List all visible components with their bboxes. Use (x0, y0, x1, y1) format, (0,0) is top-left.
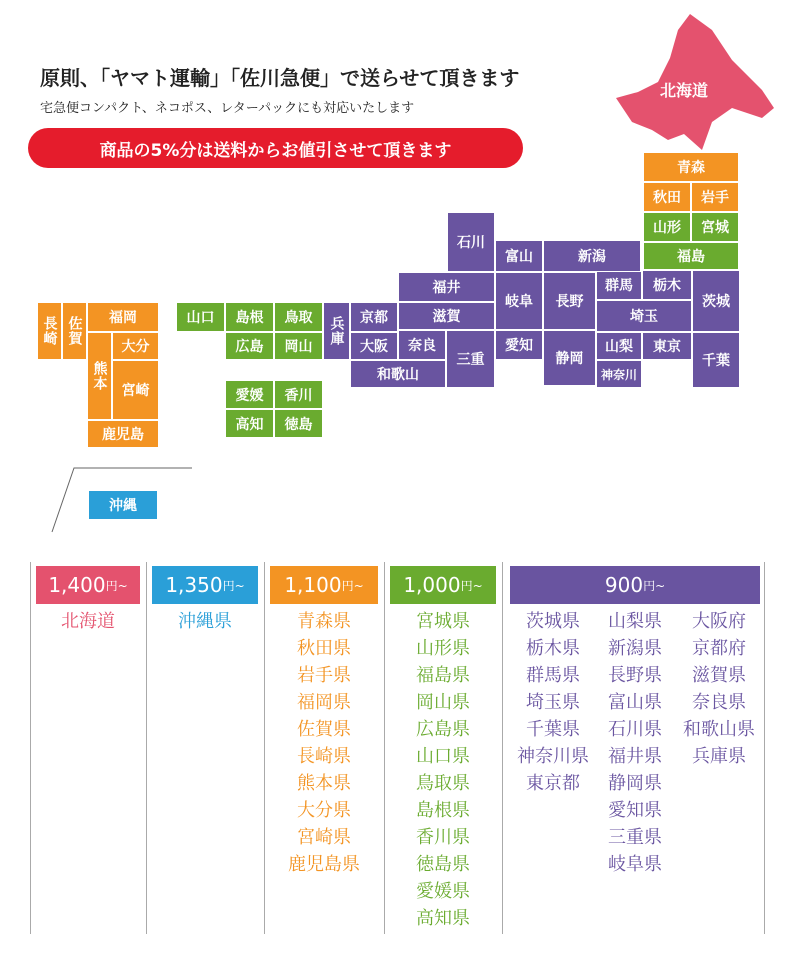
pref-niigata: 新潟 (543, 240, 641, 272)
list-item: 愛知県 (608, 800, 662, 821)
list-item: 東京都 (526, 773, 580, 794)
pref-nagasaki: 長崎 (37, 302, 62, 360)
pref-kumamoto: 熊本 (87, 332, 112, 420)
hokkaido-label: 北海道 (660, 81, 709, 100)
price-header-orange (270, 566, 378, 604)
pref-kagoshima: 鹿児島 (87, 420, 159, 448)
page-subtitle: 宅急便コンパクト、ネコポス、レターパックにも対応いたします (40, 101, 415, 116)
list-item: 神奈川県 (517, 746, 589, 767)
pref-nagano: 長野 (543, 272, 596, 330)
price-value: 1,000 (403, 573, 461, 597)
pref-ishikawa: 石川 (447, 212, 495, 272)
list-item: 熊本県 (297, 773, 351, 794)
price-value: 1,350 (165, 573, 223, 597)
pref-saga: 佐賀 (62, 302, 87, 360)
pref-saitama: 埼玉 (596, 300, 692, 332)
pref-nara: 奈良 (398, 330, 446, 360)
list-item: 青森県 (297, 611, 351, 632)
price-value: 900 (604, 573, 644, 597)
pref-aichi: 愛知 (495, 330, 543, 360)
pref-toyama: 富山 (495, 240, 543, 272)
pref-kanagawa: 神奈川 (596, 360, 642, 388)
pref-ehime: 愛媛 (225, 380, 274, 409)
pref-ibaraki: 茨城 (692, 270, 740, 332)
pref-gunma: 群馬 (596, 270, 642, 300)
price-value: 1,100 (284, 573, 342, 597)
list-item: 佐賀県 (297, 719, 351, 740)
price-header-hokkaido (36, 566, 140, 604)
pref-miyazaki: 宮崎 (112, 360, 159, 420)
list-item: 宮城県 (416, 611, 470, 632)
pref-oita: 大分 (112, 332, 159, 360)
list-item: 長野県 (608, 665, 662, 686)
pref-list-purple-2 (594, 608, 676, 878)
pref-osaka: 大阪 (350, 332, 398, 360)
list-item: 山梨県 (608, 611, 662, 632)
pref-okayama: 岡山 (274, 332, 323, 360)
pref-list-green (390, 608, 496, 932)
list-item: 茨城県 (526, 611, 580, 632)
list-item: 鳥取県 (416, 773, 470, 794)
pref-miyagi: 宮城 (691, 212, 739, 242)
column-divider (264, 562, 265, 934)
pref-wakayama: 和歌山 (350, 360, 446, 388)
pref-mie: 三重 (446, 330, 495, 388)
list-item: 大分県 (297, 800, 351, 821)
list-item: 秋田県 (297, 638, 351, 659)
pref-kagawa: 香川 (274, 380, 323, 409)
pref-hiroshima: 広島 (225, 332, 274, 360)
pref-shiga: 滋賀 (398, 302, 495, 330)
pref-fukuoka: 福岡 (87, 302, 159, 332)
pref-fukui: 福井 (398, 272, 495, 302)
list-item: 沖縄県 (178, 611, 232, 632)
list-item: 山形県 (416, 638, 470, 659)
list-item: 高知県 (416, 908, 470, 929)
price-unit: 円~ (222, 578, 245, 593)
pref-tochigi: 栃木 (642, 270, 692, 300)
list-item: 兵庫県 (692, 746, 746, 767)
price-header-okinawa (152, 566, 258, 604)
column-divider (30, 562, 31, 934)
pref-tottori: 鳥取 (274, 302, 323, 332)
list-item: 群馬県 (526, 665, 580, 686)
list-item: 京都府 (692, 638, 746, 659)
column-divider (146, 562, 147, 934)
list-item: 滋賀県 (692, 665, 746, 686)
list-item: 富山県 (608, 692, 662, 713)
pref-fukushima: 福島 (643, 242, 739, 270)
column-divider (502, 562, 503, 934)
pref-gifu: 岐阜 (495, 272, 543, 330)
pref-list-hokkaido (36, 608, 140, 635)
list-item: 埼玉県 (526, 692, 580, 713)
list-item: 大阪府 (692, 611, 746, 632)
pref-hyogo: 兵庫 (323, 302, 350, 360)
list-item: 岩手県 (297, 665, 351, 686)
list-item: 香川県 (416, 827, 470, 848)
pref-okinawa: 沖縄 (88, 490, 158, 520)
price-unit: 円~ (105, 578, 128, 593)
list-item: 福井県 (608, 746, 662, 767)
list-item: 奈良県 (692, 692, 746, 713)
list-item: 広島県 (416, 719, 470, 740)
pref-list-okinawa (152, 608, 258, 635)
pref-list-purple-1 (512, 608, 594, 797)
column-divider (764, 562, 765, 934)
pref-akita: 秋田 (643, 182, 691, 212)
price-unit: 円~ (460, 578, 483, 593)
list-item: 千葉県 (526, 719, 580, 740)
pref-tokyo: 東京 (642, 332, 692, 360)
list-item: 福岡県 (297, 692, 351, 713)
pref-shizuoka: 静岡 (543, 330, 596, 386)
column-divider (384, 562, 385, 934)
pref-list-purple-3 (676, 608, 762, 770)
pref-kochi: 高知 (225, 409, 274, 438)
list-item: 山口県 (416, 746, 470, 767)
list-item: 栃木県 (526, 638, 580, 659)
pref-yamanashi: 山梨 (596, 332, 642, 360)
list-item: 和歌山県 (683, 719, 755, 740)
list-item: 宮崎県 (297, 827, 351, 848)
list-item: 愛媛県 (416, 881, 470, 902)
pref-iwate: 岩手 (691, 182, 739, 212)
pref-aomori: 青森 (643, 152, 739, 182)
list-item: 三重県 (608, 827, 662, 848)
list-item: 鹿児島県 (288, 854, 360, 875)
list-item: 石川県 (608, 719, 662, 740)
pref-chiba: 千葉 (692, 332, 740, 388)
list-item: 新潟県 (608, 638, 662, 659)
price-header-purple (510, 566, 760, 604)
pref-list-orange (270, 608, 378, 878)
page-title: 原則、「ヤマト運輸」「佐川急便」で送らせて頂きます (40, 66, 520, 90)
list-item: 福島県 (416, 665, 470, 686)
price-unit: 円~ (643, 578, 666, 593)
list-item: 静岡県 (608, 773, 662, 794)
pref-shimane: 島根 (225, 302, 274, 332)
pref-yamaguchi: 山口 (176, 302, 225, 332)
price-header-green (390, 566, 496, 604)
pref-tokushima: 徳島 (274, 409, 323, 438)
list-item: 岐阜県 (608, 854, 662, 875)
pref-kyoto: 京都 (350, 302, 398, 332)
list-item: 北海道 (61, 611, 115, 632)
price-value: 1,400 (48, 573, 106, 597)
list-item: 長崎県 (297, 746, 351, 767)
discount-notice: 商品の5%分は送料からお値引させて頂きます (28, 128, 523, 168)
price-unit: 円~ (341, 578, 364, 593)
list-item: 岡山県 (416, 692, 470, 713)
pref-yamagata: 山形 (643, 212, 691, 242)
list-item: 島根県 (416, 800, 470, 821)
list-item: 徳島県 (416, 854, 470, 875)
